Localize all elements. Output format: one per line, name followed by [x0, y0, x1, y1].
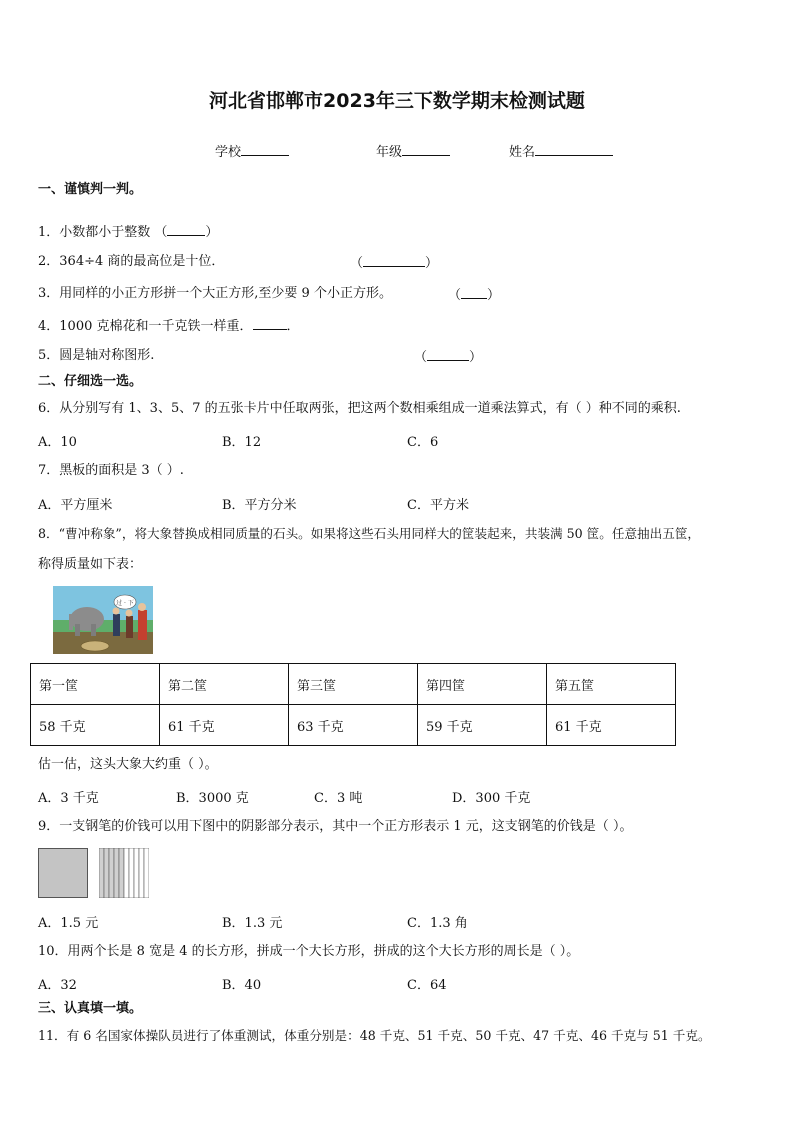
table-cell: 第二筐: [160, 664, 289, 705]
q7-option-b[interactable]: B．平方分米: [222, 498, 297, 513]
basket-mass-table: [30, 663, 676, 746]
q10-option-c[interactable]: C．64: [407, 978, 447, 993]
question-8-ask: 估一估，这头大象大约重（ ）。: [38, 757, 218, 772]
question-7: 7．黑板的面积是 3（ ）.: [38, 463, 184, 478]
q9-option-a[interactable]: A．1.5 元: [38, 916, 99, 931]
answer-blank-5[interactable]: [427, 347, 469, 361]
question-3-answer: （ ）: [448, 285, 500, 305]
page-title: 河北省邯郸市2023年三下数学期末检测试题: [209, 90, 585, 112]
section-heading-2: 二、仔细选一选。: [38, 374, 143, 389]
q6-option-a[interactable]: A．10: [38, 435, 77, 450]
q9-option-b[interactable]: B．1.3 元: [222, 916, 283, 931]
q8-option-c[interactable]: C．3 吨: [314, 791, 363, 806]
question-1: 1．小数都小于整数 （ ）: [38, 222, 218, 242]
table-cell: 第三筐: [289, 664, 418, 705]
grade-field[interactable]: [376, 141, 450, 160]
question-6: 6．从分别写有 1、3、5、7 的五张卡片中任取两张，把这两个数相乘组成一道乘法算式，有（ ）种不同的乘积.: [38, 401, 681, 416]
q7-option-c[interactable]: C．平方米: [407, 498, 469, 513]
unshaded-column: [139, 848, 144, 898]
table-cell: 61 千克: [547, 705, 676, 746]
q8-option-a[interactable]: A．3 千克: [38, 791, 99, 806]
table-cell: 第五筐: [547, 664, 676, 705]
table-cell: 61 千克: [160, 705, 289, 746]
q7-option-a[interactable]: A．平方厘米: [38, 498, 113, 513]
school-label: 学校: [215, 145, 242, 160]
name-field[interactable]: [509, 141, 613, 160]
shaded-column: [119, 848, 124, 898]
cao-chong-elephant-illustration: [53, 586, 153, 654]
table-cell: 59 千克: [418, 705, 547, 746]
question-2-answer: （ ）: [350, 253, 438, 273]
answer-blank-3[interactable]: [461, 285, 487, 299]
grade-blank[interactable]: [402, 142, 450, 156]
shaded-column: [114, 848, 119, 898]
unshaded-column: [129, 848, 134, 898]
question-8-line-2: 称得质量如下表：: [38, 557, 143, 572]
shaded-square-columns: [99, 848, 149, 898]
table-row: [31, 705, 676, 746]
answer-blank-4[interactable]: [253, 316, 287, 330]
grade-label: 年级: [376, 145, 403, 160]
q8-option-b[interactable]: B．3000 克: [176, 791, 249, 806]
q10-option-b[interactable]: B．40: [222, 978, 262, 993]
shaded-column: [109, 848, 114, 898]
question-2: 2．364÷4 商的最高位是十位．: [38, 254, 225, 269]
question-3: 3．用同样的小正方形拼一个大正方形,至少要 9 个小正方形。: [38, 286, 392, 301]
question-9: 9．一支钢笔的价钱可以用下图中的阴影部分表示，其中一个正方形表示 1 元，这支钢笔的价钱是（ ）。: [38, 819, 633, 834]
shaded-square-whole: [38, 848, 88, 898]
speech-bubble-text: 过 · 下: [116, 600, 134, 607]
question-5: 5．圆是轴对称图形.: [38, 348, 155, 363]
section-heading-3: 三、认真填一填。: [38, 1001, 143, 1016]
q10-option-a[interactable]: A．32: [38, 978, 77, 993]
name-label: 姓名: [509, 145, 536, 160]
question-8-line-1: 8．“曹冲称象”，将大象替换成相同质量的石头。如果将这些石头用同样大的筐装起来，共装满 50 筐。任意抽出五筐，: [38, 526, 701, 541]
table-cell: 63 千克: [289, 705, 418, 746]
school-blank[interactable]: [241, 142, 289, 156]
unshaded-column: [134, 848, 139, 898]
q9-option-c[interactable]: C．1.3 角: [407, 916, 468, 931]
question-11: 11．有 6 名国家体操队员进行了体重测试，体重分别是：48 千克、51 千克、50 千克、47 千克、46 千克与 51 千克。: [38, 1028, 711, 1043]
table-cell: 58 千克: [31, 705, 160, 746]
unshaded-column: [144, 848, 149, 898]
table-row: [31, 664, 676, 705]
table-cell: 第四筐: [418, 664, 547, 705]
q8-option-d[interactable]: D．300 千克: [452, 791, 531, 806]
answer-blank-2[interactable]: [363, 253, 425, 267]
section-heading-1: 一、谨慎判一判。: [38, 182, 143, 197]
table-cell: 第一筐: [31, 664, 160, 705]
shaded-column: [99, 848, 104, 898]
q6-option-b[interactable]: B．12: [222, 435, 262, 450]
question-5-answer: （ ）: [414, 347, 482, 367]
unshaded-column: [124, 848, 129, 898]
name-blank[interactable]: [535, 142, 613, 156]
q6-option-c[interactable]: C．6: [407, 435, 439, 450]
answer-blank-1[interactable]: [167, 222, 205, 236]
school-field[interactable]: [215, 141, 289, 160]
question-4: 4．1000 克棉花和一千克铁一样重． ．: [38, 316, 300, 336]
shaded-column: [104, 848, 109, 898]
question-10: 10．用两个长是 8 宽是 4 的长方形，拼成一个大长方形，拼成的这个大长方形的周长是（ ）。: [38, 944, 580, 959]
